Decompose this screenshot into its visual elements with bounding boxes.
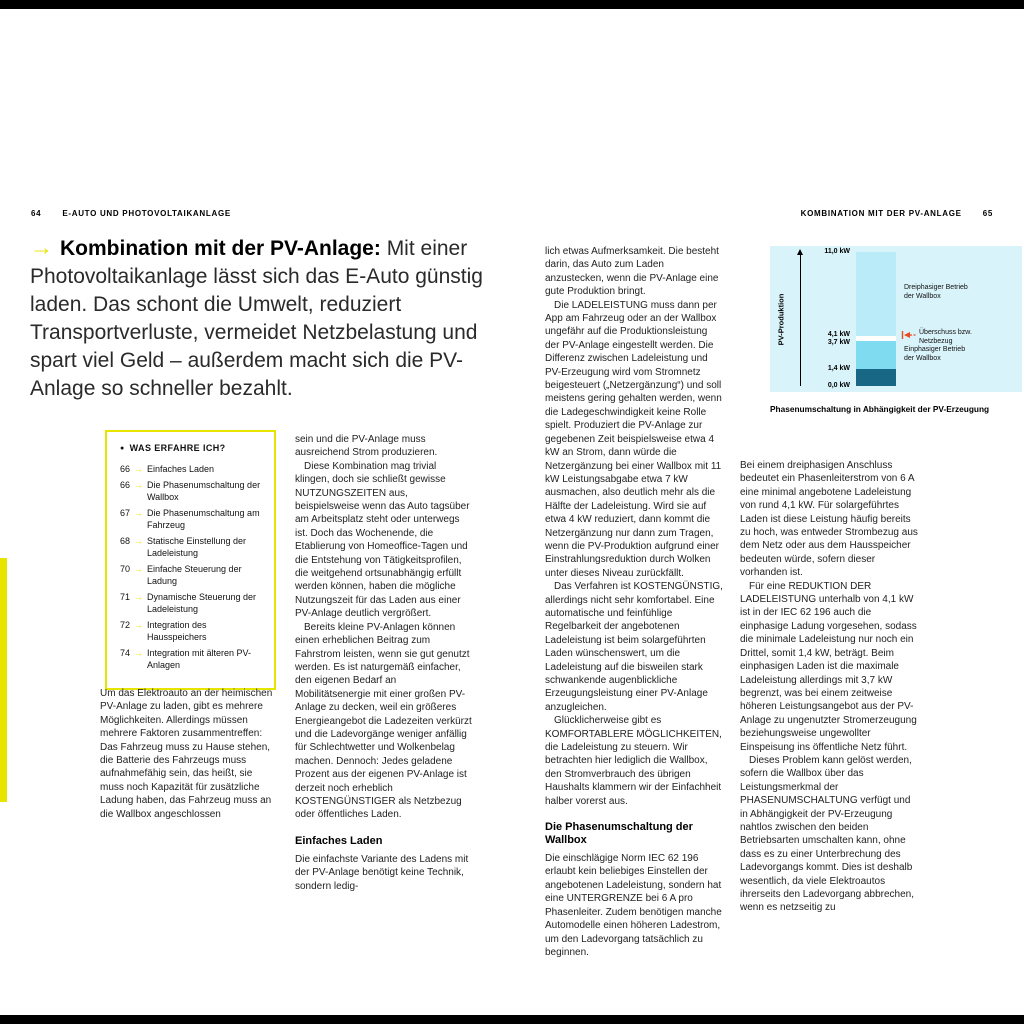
- chapter-title: Kombination mit der PV-Anlage:: [60, 237, 381, 260]
- toc-page: 71: [120, 592, 131, 602]
- paragraph: Das Verfahren ist KOSTENGÜNSTIG, allerdings nicht sehr komfortabel. Eine automatische und feinfühlige Regelbarkeit der angebotenen Ladeleistung ist beim solargeführten Laden wünschenswert, um die Ladeleistung auf die bisweilen stark schwankende augenblickliche Erzeugungsleistung einer PV-Anlage anzugleichen.: [545, 581, 723, 713]
- toc-page: 74: [120, 648, 131, 658]
- toc-label: Statische Einstellung der Ladeleistung: [147, 536, 247, 558]
- toc-item: [120, 480, 264, 503]
- toc-item: [120, 648, 264, 671]
- toc-label: Dynamische Steuerung der Ladeleistung: [147, 592, 257, 614]
- arrow-icon: →: [134, 564, 143, 574]
- paragraph: Für eine REDUKTION DER LADELEISTUNG unterhalb von 4,1 kW ist in der IEC 62 196 auch die einphasige Ladung vorgesehen, sodass die minimale Ladeleistung nur noch ein Drittel, somit 1,4 kW, beträgt. Beim einphasigen Laden ist die maximale Ladeleistung allerdings mit 3,7 kW begrenzt, was bei einem zeitweise höheren Leistungsangebot aus der PV-Anlage zu ungenutzter Stromerzeugung beziehungsweise ungewollter Einspeisung ins öffentliche Netz führt.: [740, 580, 917, 753]
- chapter-intro-text: Mit einer Photovoltaikanlage lässt sich das E-Auto günstig laden. Das schont die Umwelt, reduziert Transportverluste, vermeidet Netzbelastung und spart viel Geld – außerdem macht sich die PV-Anlage so schneller bezahlt.: [30, 237, 483, 400]
- toc-label: Integration des Hausspeichers: [147, 620, 207, 642]
- page-number-right: 65: [982, 209, 993, 218]
- paragraph: Die LADELEISTUNG muss dann per App am Fahrzeug oder an der Wallbox ungefähr auf die Produktionsleistung der PV-Anlage eingestellt werden. Die Differenz zwischen Ladeleistung und PV-Erzeugung wird vom Stromnetz beigesteuert („Netzergänzung“) und soll meistens gering gehalten werden, wenn die Ladegeschwindigkeit keine Rolle spielt. Produziert die PV-Anlage zur gegebenen Zeit beispielsweise etwa 4 kW an Strom, dann würde die Netzergänzung bei einer Wallbox mit 11 kW Leistungsabgabe etwa 7 kW ausmachen, also deutlich mehr als die Hälfte der Ladeleistung. Wird sie auf etwa 4 kW reduziert, dann kommt die Netzergänzung nur dann zum Tragen, wenn die PV-Produktion aufgrund einer Einstrahlungsreduktion durch Wolken unter dieses Niveau zurückfällt.: [545, 299, 722, 579]
- toc-label: Die Phasenumschaltung am Fahrzeug: [147, 508, 260, 530]
- running-head-left: [31, 209, 231, 218]
- toc-title-row: [120, 443, 264, 455]
- running-head-left-title: E-AUTO UND PHOTOVOLTAIKANLAGE: [62, 209, 231, 218]
- toc-page: 70: [120, 564, 131, 574]
- chart-caption: Phasenumschaltung in Abhängigkeit der PV-Erzeugung: [770, 404, 990, 414]
- arrow-icon: →: [134, 463, 143, 474]
- y-tick: 3,7 kW: [827, 339, 850, 346]
- bottom-border-bar: [0, 1015, 1024, 1024]
- running-head-right: [801, 209, 993, 218]
- section-heading-phasenumschaltung-wallbox: Die Phasenumschaltung der Wallbox: [545, 821, 693, 847]
- segment-below-minimum: [856, 369, 896, 386]
- paragraph: Die einfachste Variante des Ladens mit der PV-Anlage benötigt keine Technik, sondern ledig-: [295, 853, 469, 892]
- red-arrow-icon: [901, 331, 916, 339]
- toc-item: [120, 564, 264, 587]
- segment-label-three-phase: Dreiphasiger Betrieb der Wallbox: [904, 284, 968, 300]
- y-axis-arrow: [800, 255, 801, 386]
- toc-box: [105, 430, 276, 690]
- text-column-3: [545, 245, 724, 959]
- paragraph: Glücklicherweise gibt es KOMFORTABLERE MÖGLICHKEITEN, die Ladeleistung zu steuern. Wir betrachten hier lediglich die Wallbox, den Stromverbrauch des übrigen Haushalts klammern wir der Einfachheit halber vorerst aus.: [545, 715, 722, 807]
- arrow-icon: →: [134, 592, 143, 602]
- y-tick: 1,4 kW: [827, 365, 850, 372]
- toc-page: 66: [120, 480, 131, 490]
- toc-page: 67: [120, 508, 131, 518]
- toc-label: Einfache Steuerung der Ladung: [147, 564, 242, 586]
- text-column-4: [740, 459, 920, 915]
- paragraph: Die einschlägige Norm IEC 62 196 erlaubt kein beliebiges Einstellen der angebotenen Ladeleistung, sondern hat eine UNTERGRENZE bei 6 A pro Phasenleiter. Zudem benötigen manche Automodelle einen höheren Ladestrom, um den Ladevorgang tatsächlich zu beginnen.: [545, 853, 722, 958]
- paragraph: lich etwas Aufmerksamkeit. Die besteht darin, das Auto zum Laden anzustecken, wenn die PV-Anlage eine gute Produktion bringt.: [545, 246, 719, 298]
- top-border-bar: [0, 0, 1024, 9]
- paragraph: Bereits kleine PV-Anlagen können einen erheblichen Beitrag zum Fahrstrom leisten, wenn sie gut genutzt werden. Es ist naturgemäß einfacher, den eigenen Bedarf an Mobilitätsenergie mit einer großen PV-Anlage zu decken, weil ein größeres Energieangebot die Ladezeiten verkürzt und die Ladevorgänge weniger anfällig für Schlechtwetter und Wolkenbelag machen. Dennoch: Jedes geladene Prozent aus der eigenen PV-Anlage ist derzeit noch erheblich KOSTENGÜNSTIGER als Netzbezug oder öffentliches Laden.: [295, 621, 472, 821]
- paragraph: sein und die PV-Anlage muss ausreichend Strom produzieren.: [295, 434, 438, 459]
- toc-page: 66: [120, 463, 131, 474]
- arrow-icon: →: [30, 234, 53, 260]
- paragraph: Um das Elektroauto an der heimischen PV-Anlage zu laden, gibt es mehrere Möglichkeiten. Allerdings müssen mehrere Faktoren zusammentreffen: Das Fahrzeug muss zu Hause stehen, die Batterie des Fahrzeugs muss aufnahmefähig sein, das heißt, sie muss noch Kapazität für zusätzliche Ladung haben, das Fahrzeug muss an die Wallbox angeschlossen: [100, 688, 273, 820]
- toc-label: Integration mit älteren PV-Anlagen: [147, 648, 252, 670]
- toc-item: [120, 464, 264, 476]
- segment-label-one-phase: Einphasiger Betrieb der Wallbox: [904, 346, 966, 362]
- arrow-icon: →: [134, 536, 143, 546]
- arrow-icon: →: [134, 480, 143, 490]
- segment-label-overshoot: Überschuss bzw. Netzbezug: [901, 329, 987, 346]
- arrow-icon: →: [134, 648, 143, 658]
- page-number-left: 64: [31, 209, 42, 218]
- paragraph: Bei einem dreiphasigen Anschluss bedeutet ein Phasenleiterstrom von 6 A eine minimal angebotene Ladeleistung von rund 4,1 kW. Für solargeführtes Laden ist diese Leistung häufig bereits zu hoch, was entweder Strombezug aus dem Netz oder aus dem Hausspeicher bedeuten würde, sofern dieser vorhanden ist.: [740, 460, 918, 579]
- toc-title: WAS ERFAHRE ICH?: [129, 443, 226, 453]
- segment-one-phase: [856, 341, 896, 369]
- toc-page: 72: [120, 620, 131, 630]
- bullet-icon: ●: [120, 445, 125, 452]
- toc-label: Die Phasenumschaltung der Wallbox: [147, 480, 261, 502]
- chart-plot-area: [770, 246, 1022, 392]
- running-head-right-title: KOMBINATION MIT DER PV-ANLAGE: [800, 209, 962, 218]
- chart-y-axis-label: PV-Produktion: [776, 293, 786, 345]
- y-tick: 4,1 kW: [827, 331, 850, 338]
- y-tick: 0,0 kW: [827, 382, 850, 389]
- toc-page: 68: [120, 536, 131, 546]
- y-tick: 11,0 kW: [824, 248, 850, 255]
- arrow-icon: →: [134, 620, 143, 630]
- segment-three-phase: [856, 252, 896, 336]
- toc-item: [120, 508, 264, 531]
- paragraph: Diese Kombination mag trivial klingen, doch sie schließt gewisse NUTZUNGSZEITEN aus, beispielsweise wenn das Auto tagsüber am Arbeitsplatz steht oder unterwegs ist. Doch das Wochenende, die Etablierung von Homeoffice-Tagen und die Entstehung von Tätigkeitsprofilen, die weitgehend ortsunabhängig erfüllt werden können, haben die mögliche Nutzungszeit für das Laden aus einer PV-Anlage deutlich vergrößert.: [295, 460, 470, 620]
- toc-label: Einfaches Laden: [147, 463, 215, 474]
- chart-bar: [856, 252, 896, 386]
- section-heading-einfaches-laden: Einfaches Laden: [295, 834, 383, 847]
- toc-item: [120, 536, 264, 559]
- phase-switch-chart: [770, 246, 1022, 414]
- text-column-1: [100, 687, 276, 821]
- paragraph: Dieses Problem kann gelöst werden, sofern die Wallbox über das Leistungsmerkmal der PHASENUMSCHALTUNG verfügt und in Abhängigkeit der PV-Erzeugung nahtlos zwischen den beiden Betriebsarten umschalten kann, ohne dass es zu einer Unterbrechung des Ladevorgangs kommt. Dies ist deshalb wesentlich, da viele Elektroautos ihrerseits den Ladevorgang abbrechen, wenn es netzseitig zu: [740, 754, 915, 914]
- text-column-2: [295, 433, 472, 893]
- left-accent-stripe: [0, 558, 7, 802]
- arrow-icon: →: [134, 508, 143, 518]
- chapter-intro: [30, 233, 508, 403]
- toc-item: [120, 592, 264, 615]
- toc-item: [120, 620, 264, 643]
